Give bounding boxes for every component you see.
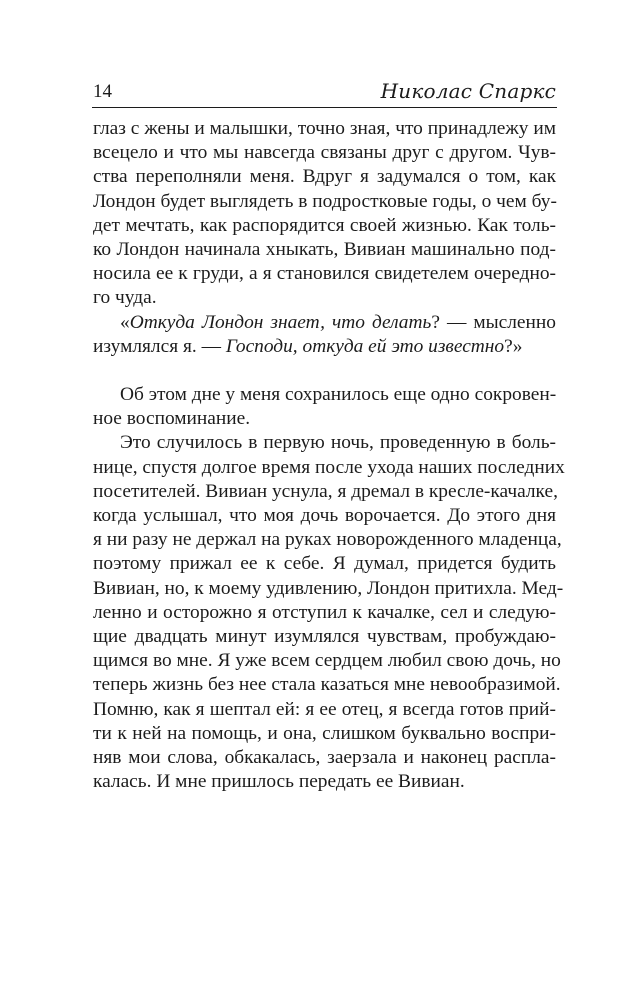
text-line: Это случилось в первую ночь, проведенную в боль- — [120, 432, 556, 454]
text-line: калась. И мне пришлось передать ее Вивиан. — [93, 771, 465, 793]
text-line: посетителей. Вивиан уснула, я дремал в кресле-качалке, — [93, 480, 558, 502]
header-rule — [92, 107, 557, 108]
section-break — [93, 359, 556, 383]
body-text — [93, 117, 565, 794]
text-span: ? — мысленно — [431, 311, 556, 333]
paragraph — [93, 431, 565, 794]
italic-thought: Господи, откуда ей это известно — [225, 335, 505, 357]
text-line: нице, спустя долгое время после ухода наших последних — [93, 456, 565, 478]
text-line: теперь жизнь без нее стала казаться мне невообразимой. — [93, 674, 561, 696]
text-line — [93, 311, 556, 335]
text-line: носила ее к груди, а я становился свидетелем очередно- — [93, 263, 556, 285]
page-number: 14 — [93, 81, 112, 102]
quote-close: ?» — [504, 335, 523, 357]
text-line: всецело и что мы навсегда связаны друг с другом. Чув- — [93, 142, 556, 164]
text-line: когда услышал, что моя дочь ворочается. До этого дня — [93, 505, 556, 526]
text-line: ства переполняли меня. Вдруг я задумался о том, как — [93, 166, 556, 188]
text-line: Вивиан, но, к моему удивлению, Лондон притихла. Мед- — [93, 577, 564, 599]
text-line: дет мечтать, как распорядится своей жизнью. Как толь- — [93, 214, 556, 236]
paragraph — [93, 383, 556, 431]
text-line: ко Лондон начинала хныкать, Вивиан машинально под- — [93, 238, 556, 260]
text-line: щие двадцать минут изумлялся чувствам, пробуждаю- — [93, 625, 556, 647]
text-line: Помню, как я шептал ей: я ее отец, я всегда готов прий- — [93, 698, 556, 720]
text-line: няв мои слова, обкакалась, заерзала и наконец распла- — [93, 746, 556, 768]
text-line: ленно и осторожно я отступил к качалке, сел и следую- — [93, 601, 556, 623]
text-line: Об этом дне у меня сохранилось еще одно сокровен- — [120, 384, 557, 406]
text-line: го чуда. — [93, 287, 157, 309]
text-line: ное воспоминание. — [93, 408, 251, 430]
text-line: глаз с жены и малышки, точно зная, что принадлежу им — [93, 118, 556, 139]
quote-open: « — [120, 311, 130, 333]
text-line: я ни разу не держал на руках новорожденного младенца, — [93, 529, 562, 551]
paragraph — [93, 117, 556, 311]
text-line — [93, 335, 556, 359]
running-head-author: Николас Спаркс — [380, 79, 556, 103]
text-span: изумлялся я. — — [93, 335, 226, 357]
paragraph-thought — [93, 311, 556, 359]
text-line: ти к ней на помощь, и она, слишком буквально воспри- — [93, 722, 556, 744]
text-line: Лондон будет выглядеть в подростковые годы, о чем бу- — [93, 190, 557, 212]
text-line: поэтому прижал ее к себе. Я думал, придется будить — [93, 553, 556, 575]
text-line: щимся во мне. Я уже всем сердцем любил свою дочь, но — [93, 650, 561, 672]
italic-thought: Откуда Лондон знает, что делать — [129, 311, 432, 333]
